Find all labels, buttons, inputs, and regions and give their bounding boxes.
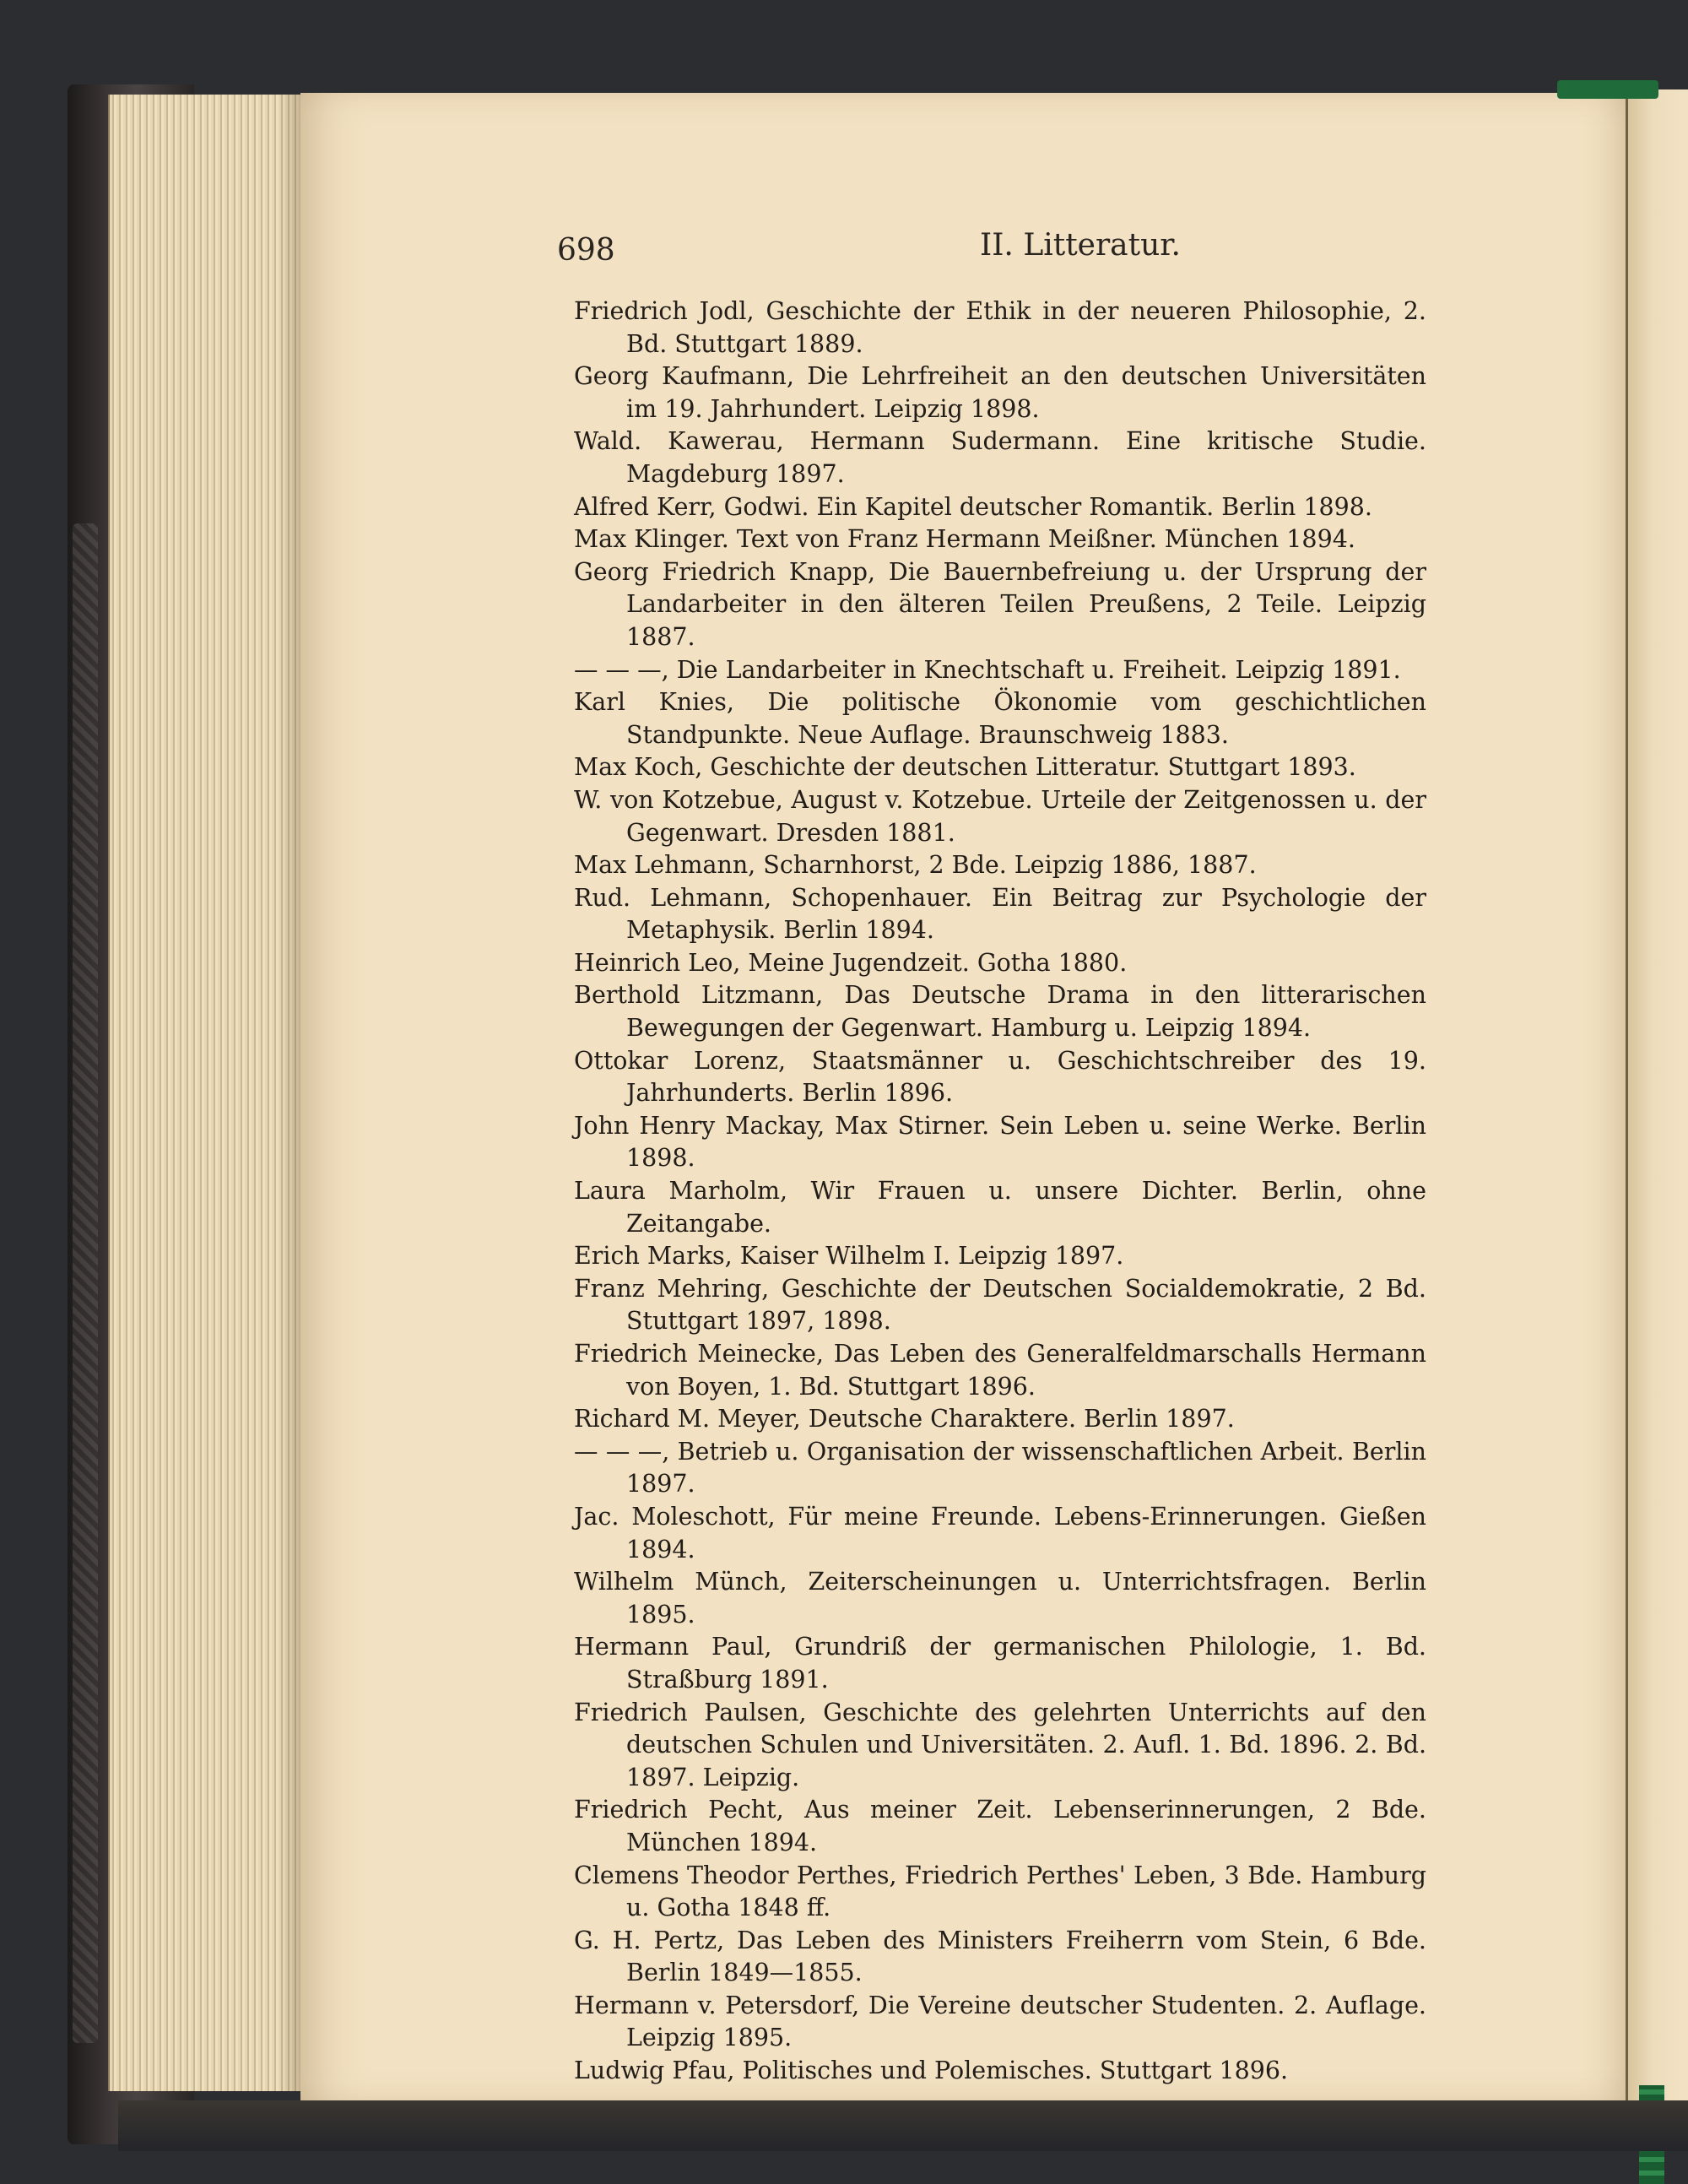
bibliography-entry: Erich Marks, Kaiser Wilhelm I. Leipzig 1897.	[574, 1242, 1124, 1271]
bibliography-entry: W. von Kotzebue, August v. Kotzebue. Urteile der Zeitgenossen u. der Gegenwart. Dresden 1881.	[574, 785, 1426, 847]
bibliography-entry: Hermann v. Petersdorf, Die Vereine deutscher Studenten. 2. Auflage. Leipzig 1895.	[574, 1991, 1426, 2052]
bibliography-entry: Alfred Kerr, Godwi. Ein Kapitel deutscher Romantik. Berlin 1898.	[574, 492, 1372, 521]
bibliography-entry: Karl Knies, Die politische Ökonomie vom geschichtlichen Standpunkte. Neue Auflage. Braunschweig 1883.	[574, 688, 1426, 749]
bibliography-entry: Max Klinger. Text von Franz Hermann Meißner. München 1894.	[574, 525, 1355, 554]
bibliography-entry: — — —, Die Landarbeiter in Knechtschaft u. Freiheit. Leipzig 1891.	[574, 655, 1401, 684]
bibliography-entry: — — —, Betrieb u. Organisation der wissenschaftlichen Arbeit. Berlin 1897.	[574, 1437, 1426, 1498]
bibliography-entry: Wilhelm Münch, Zeiterscheinungen u. Unterrichtsfragen. Berlin 1895.	[574, 1568, 1426, 1629]
bibliography-entry: John Henry Mackay, Max Stirner. Sein Leben u. seine Werke. Berlin 1898.	[574, 1111, 1426, 1173]
bibliography-entry: Georg Friedrich Knapp, Die Bauernbefreiung u. der Ursprung der Landarbeiter in den älteren Teilen Preußens, 2 Teile. Leipzig 1887.	[574, 557, 1426, 651]
bibliography-entry: Ludwig Pfau, Politisches und Polemisches. Stuttgart 1896.	[574, 2057, 1289, 2085]
bibliography-entry: G. H. Pertz, Das Leben des Ministers Freiherrn vom Stein, 6 Bde. Berlin 1849—1855.	[574, 1926, 1426, 1987]
bibliography-list	[574, 295, 1426, 2088]
page-number: 698	[557, 233, 615, 268]
bibliography-entry: Clemens Theodor Perthes, Friedrich Perthes' Leben, 3 Bde. Hamburg u. Gotha 1848 ff.	[574, 1861, 1426, 1922]
page-edges	[108, 95, 304, 2091]
bibliography-entry: Wald. Kawerau, Hermann Sudermann. Eine kritische Studie. Magdeburg 1897.	[574, 427, 1426, 488]
bibliography-entry: Jac. Moleschott, Für meine Freunde. Lebens-Erinnerungen. Gießen 1894.	[574, 1502, 1426, 1563]
bibliography-entry: Rud. Lehmann, Schopenhauer. Ein Beitrag zur Psychologie der Metaphysik. Berlin 1894.	[574, 883, 1426, 945]
bibliography-entry: Max Koch, Geschichte der deutschen Litteratur. Stuttgart 1893.	[574, 753, 1356, 782]
bibliography-entry: Ottokar Lorenz, Staatsmänner u. Geschichtschreiber des 19. Jahrhunderts. Berlin 1896.	[574, 1046, 1426, 1108]
bibliography-entry: Friedrich Meinecke, Das Leben des Generalfeldmarschalls Hermann von Boyen, 1. Bd. Stuttgart 1896.	[574, 1340, 1426, 1401]
bibliography-entry: Friedrich Paulsen, Geschichte des gelehrten Unterrichts auf den deutschen Schulen und Universitäten. 2. Aufl. 1. Bd. 1896. 2. Bd. 1897. Leipzig.	[574, 1698, 1426, 1791]
bibliography-entry: Franz Mehring, Geschichte der Deutschen Socialdemokratie, 2 Bd. Stuttgart 1897, 1898.	[574, 1274, 1426, 1336]
bookmark-ribbon-top	[1557, 80, 1658, 99]
cover-pattern	[73, 523, 98, 2043]
bibliography-entry: Georg Kaufmann, Die Lehrfreiheit an den deutschen Universitäten im 19. Jahrhundert. Leipzig 1898.	[574, 362, 1426, 423]
bibliography-entry: Berthold Litzmann, Das Deutsche Drama in den litterarischen Bewegungen der Gegenwart. Hamburg u. Leipzig 1894.	[574, 981, 1426, 1043]
bibliography-entry: Laura Marholm, Wir Frauen u. unsere Dichter. Berlin, ohne Zeitangabe.	[574, 1177, 1426, 1238]
running-title: II. Litteratur.	[979, 228, 1181, 263]
bibliography-entry: Max Lehmann, Scharnhorst, 2 Bde. Leipzig 1886, 1887.	[574, 851, 1257, 880]
bibliography-entry: Richard M. Meyer, Deutsche Charaktere. Berlin 1897.	[574, 1405, 1235, 1433]
bibliography-entry: Friedrich Jodl, Geschichte der Ethik in der neueren Philosophie, 2. Bd. Stuttgart 1889.	[574, 297, 1426, 358]
page-header	[557, 228, 1426, 270]
bibliography-entry: Hermann Paul, Grundriß der germanischen Philologie, 1. Bd. Straßburg 1891.	[574, 1633, 1426, 1694]
table-surface	[118, 2100, 1688, 2151]
facing-page-edge	[1626, 89, 1688, 2102]
bibliography-entry: Heinrich Leo, Meine Jugendzeit. Gotha 1880.	[574, 948, 1128, 977]
bibliography-entry: Friedrich Pecht, Aus meiner Zeit. Lebenserinnerungen, 2 Bde. München 1894.	[574, 1796, 1426, 1856]
